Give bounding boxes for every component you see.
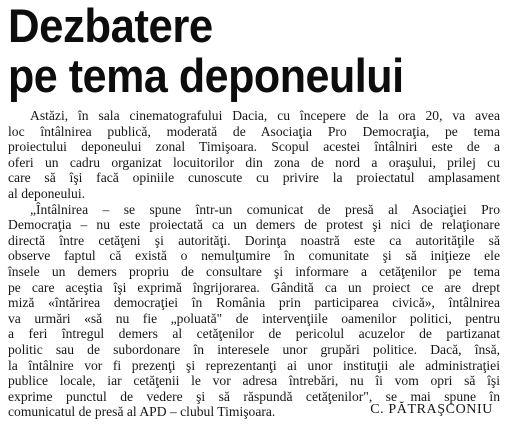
text-line: loc întâlnirea publică, moderată de Asociaţia Pro Democraţia, pe tema xyxy=(8,123,500,139)
text-line: Astăzi, în sala cinematografului Dacia, cu începere de la ora 20, va avea xyxy=(30,108,500,123)
text-line: proiectului deponeului zonal Timişoara. Scopul acestei întâlniri este de a xyxy=(8,139,500,155)
text-line: pe care aceştia îşi exprimă îngrijorarea. Gândită ca un proiect ce are drept xyxy=(8,279,500,295)
author-byline: C. PĂTRAŞCONIU xyxy=(370,402,493,417)
text-line: politic sau de subordonare în interesele unor grupări politice. Dacă, însă, xyxy=(8,341,500,357)
text-line: Democraţia – nu este proiectată ca un demers de protest şi nici de relaţionare xyxy=(8,217,500,233)
headline-line-1: Dezbatere xyxy=(8,0,213,52)
article-body xyxy=(8,108,500,420)
text-line: al deponeului. xyxy=(8,185,86,201)
text-line: însele un demers propriu de consultare şi informare a cetăţenilor pe tema xyxy=(8,263,500,279)
text-line: observe faptul că există o nemulţumire în comunitate şi să iniţieze ele xyxy=(8,248,500,264)
text-line: oferi un cadru organizat locuitorilor din zona de nord a oraşului, prilej cu xyxy=(8,154,500,170)
headline-line-2: pe tema deponeului xyxy=(8,49,404,102)
text-line: la întâlnire vor fi prezenţi şi reprezentanţi ai unor instituţii ale administraţiei xyxy=(8,357,500,373)
text-line: miză «întărirea democraţiei în România prin participarea civică», întâlnirea xyxy=(8,295,500,311)
text-line: publice locale, iar cetăţenii le vor adresa întrebări, nu îi vom opri să îşi xyxy=(8,373,500,389)
text-line: va urmări «să nu fie „poluată" de intervenţiile oamenilor politici, pentru xyxy=(8,310,500,326)
text-line: care să îşi facă opiniile cunoscute cu privire la proiectatul amplasament xyxy=(8,170,500,186)
text-line: „Întâlnirea – se spune într-un comunicat de presă al Asociaţiei Pro xyxy=(30,201,500,217)
paragraph-1 xyxy=(8,108,500,202)
paragraph-2 xyxy=(8,202,500,420)
text-line: a feri întregul demers al cetăţenilor de pericolul acuzelor de partizanat xyxy=(8,326,500,342)
text-line: exprime punctul de vedere şi să răspundă cetăţenilor", se mai spune în xyxy=(8,388,500,404)
text-line: directă între cetăţeni şi autorităţi. Dorinţa noastră este ca autorităţile să xyxy=(8,232,500,248)
text-line: comunicatul de presă al APD – clubul Timişoara. xyxy=(8,404,276,420)
